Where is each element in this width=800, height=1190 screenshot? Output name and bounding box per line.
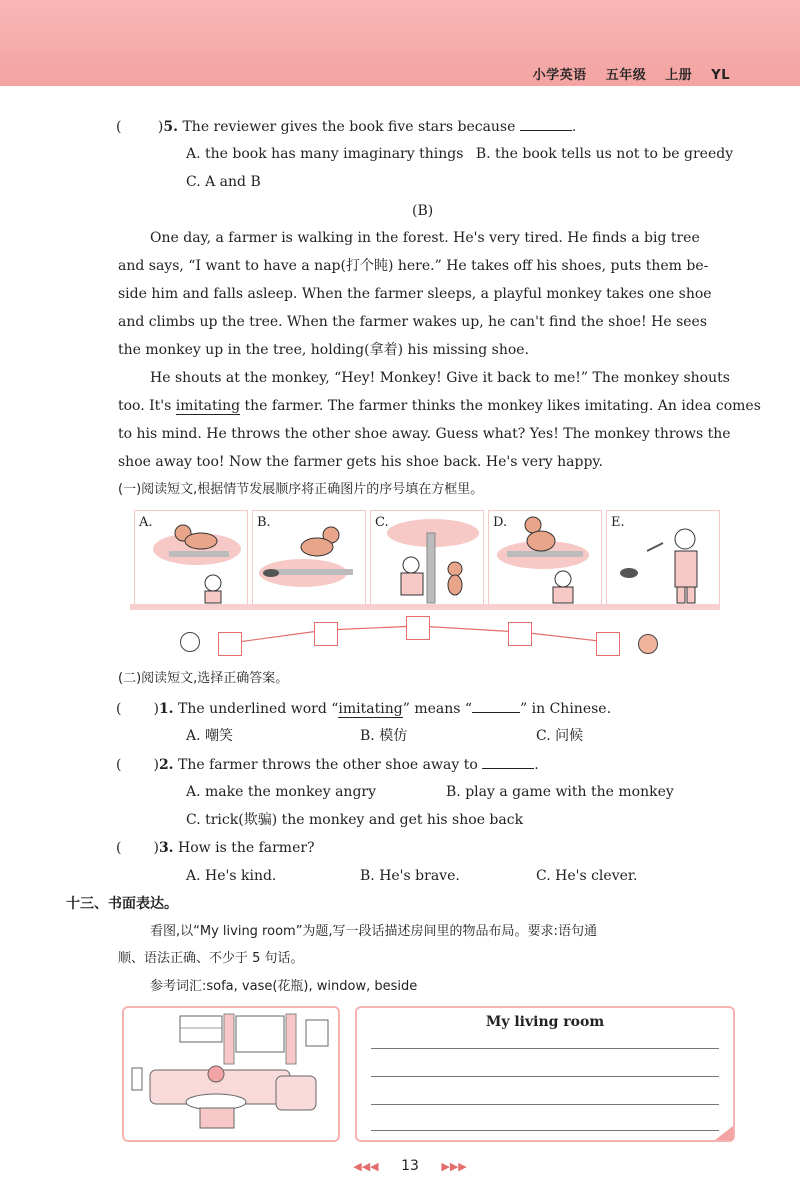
underlined-word: imitating: [175, 398, 241, 414]
question-1: ( )1. The underlined word “imitating” means “ ” in Chinese.: [116, 701, 612, 717]
answer-paren-open[interactable]: (: [116, 701, 122, 717]
order-box-1[interactable]: [218, 632, 242, 656]
answer-blank[interactable]: [472, 700, 520, 713]
next-arrows-icon: ▶▶▶: [441, 1160, 467, 1173]
living-room-picture: [122, 1006, 340, 1142]
order-box-5[interactable]: [596, 632, 620, 656]
q3-option-b: B. He's brave.: [360, 868, 460, 884]
header-grade: 五年级: [605, 68, 647, 83]
book-header: [519, 64, 730, 83]
picture-c: C.: [370, 510, 484, 608]
order-box-2[interactable]: [314, 622, 338, 646]
vocabulary-hint: 参考词汇:sofa, vase(花瓶), window, beside: [150, 979, 418, 994]
option-b: B. the book tells us not to be greedy: [475, 146, 734, 162]
q3-option-c: C. He's clever.: [536, 868, 638, 884]
section-13-instruction: 看图,以“My living room”为题,写一段话描述房间里的物品布局。要求:语句通: [150, 924, 597, 939]
passage-line: and climbs up the tree. When the farmer wakes up, he can't find the shoe! He sees: [118, 314, 708, 330]
answer-paren-open[interactable]: (: [116, 840, 122, 856]
writing-area: [355, 1006, 735, 1142]
answer-blank[interactable]: [482, 756, 534, 769]
answer-paren-open[interactable]: (: [116, 757, 122, 773]
question-3: ( )3. How is the farmer?: [116, 840, 315, 856]
passage-label: (B): [412, 203, 434, 219]
page-footer: [340, 1158, 480, 1174]
picture-strip: [130, 510, 720, 610]
order-box-4[interactable]: [508, 622, 532, 646]
underlined-word: imitating: [338, 701, 403, 717]
writing-line[interactable]: [371, 1048, 719, 1049]
option-a: A. the book has many imaginary things: [186, 146, 464, 162]
picture-strip-base: [130, 604, 720, 610]
writing-title: My living room: [485, 1014, 605, 1030]
passage-line: shoe away too! Now the farmer gets his shoe back. He's very happy.: [118, 454, 603, 470]
farmer-face-icon: [180, 632, 200, 652]
writing-line[interactable]: [371, 1130, 719, 1131]
prev-arrows-icon: ◀◀◀: [353, 1160, 379, 1173]
q2-option-c: C. trick(欺骗) the monkey and get his shoe back: [186, 812, 524, 828]
option-c: C. A and B: [186, 174, 261, 190]
q1-option-c: C. 问候: [536, 728, 584, 744]
picture-a: A.: [134, 510, 248, 608]
q3-option-a: A. He's kind.: [186, 868, 277, 884]
page-corner-icon: [715, 1126, 733, 1140]
question-5: ( )5. The reviewer gives the book five stars because .: [116, 119, 577, 135]
q1-option-b: B. 模仿: [360, 728, 408, 744]
page-number: 13: [401, 1158, 419, 1174]
part1-title: (一)阅读短文,根据情节发展顺序将正确图片的序号填在方框里。: [118, 482, 484, 497]
passage-line: too. It's imitating the farmer. The farmer thinks the monkey likes imitating. An idea comes: [118, 398, 761, 414]
picture-b: B.: [252, 510, 366, 608]
picture-e: E.: [606, 510, 720, 608]
q1-option-a: A. 嘲笑: [186, 728, 234, 744]
section-13-instruction: 顺、语法正确、不少于 5 句话。: [118, 951, 304, 966]
question-number: 5.: [163, 119, 179, 135]
header-volume: 上册: [665, 68, 693, 83]
passage-line: to his mind. He throws the other shoe away. Guess what? Yes! The monkey throws the: [118, 426, 731, 442]
passage-line: side him and falls asleep. When the farmer sleeps, a playful monkey takes one shoe: [118, 286, 712, 302]
answer-paren-open[interactable]: (: [116, 119, 122, 135]
order-box-3[interactable]: [406, 616, 430, 640]
part2-title: (二)阅读短文,选择正确答案。: [118, 671, 289, 686]
writing-line[interactable]: [371, 1104, 719, 1105]
writing-line[interactable]: [371, 1076, 719, 1077]
monkey-face-icon: [638, 634, 658, 654]
question-2: ( )2. The farmer throws the other shoe away to .: [116, 757, 539, 773]
passage-line: One day, a farmer is walking in the forest. He's very tired. He finds a big tree: [150, 230, 700, 246]
header-subject: 小学英语: [532, 68, 587, 83]
q2-option-b: B. play a game with the monkey: [446, 784, 674, 800]
header-edition: YL: [711, 68, 730, 83]
passage-line: and says, “I want to have a nap(打个盹) here.” He takes off his shoes, puts them be-: [118, 258, 709, 274]
answer-blank[interactable]: [520, 118, 572, 131]
passage-line: He shouts at the monkey, “Hey! Monkey! Give it back to me!” The monkey shouts: [150, 370, 730, 386]
passage-line: the monkey up in the tree, holding(拿着) his missing shoe.: [118, 342, 530, 358]
q2-option-a: A. make the monkey angry: [186, 784, 377, 800]
picture-d: D.: [488, 510, 602, 608]
q5-options-ab: [186, 146, 733, 162]
question-stem: The reviewer gives the book five stars because: [182, 119, 516, 135]
living-room-illustration: [124, 1008, 338, 1140]
section-13-title: 十三、书面表达。: [66, 896, 178, 912]
